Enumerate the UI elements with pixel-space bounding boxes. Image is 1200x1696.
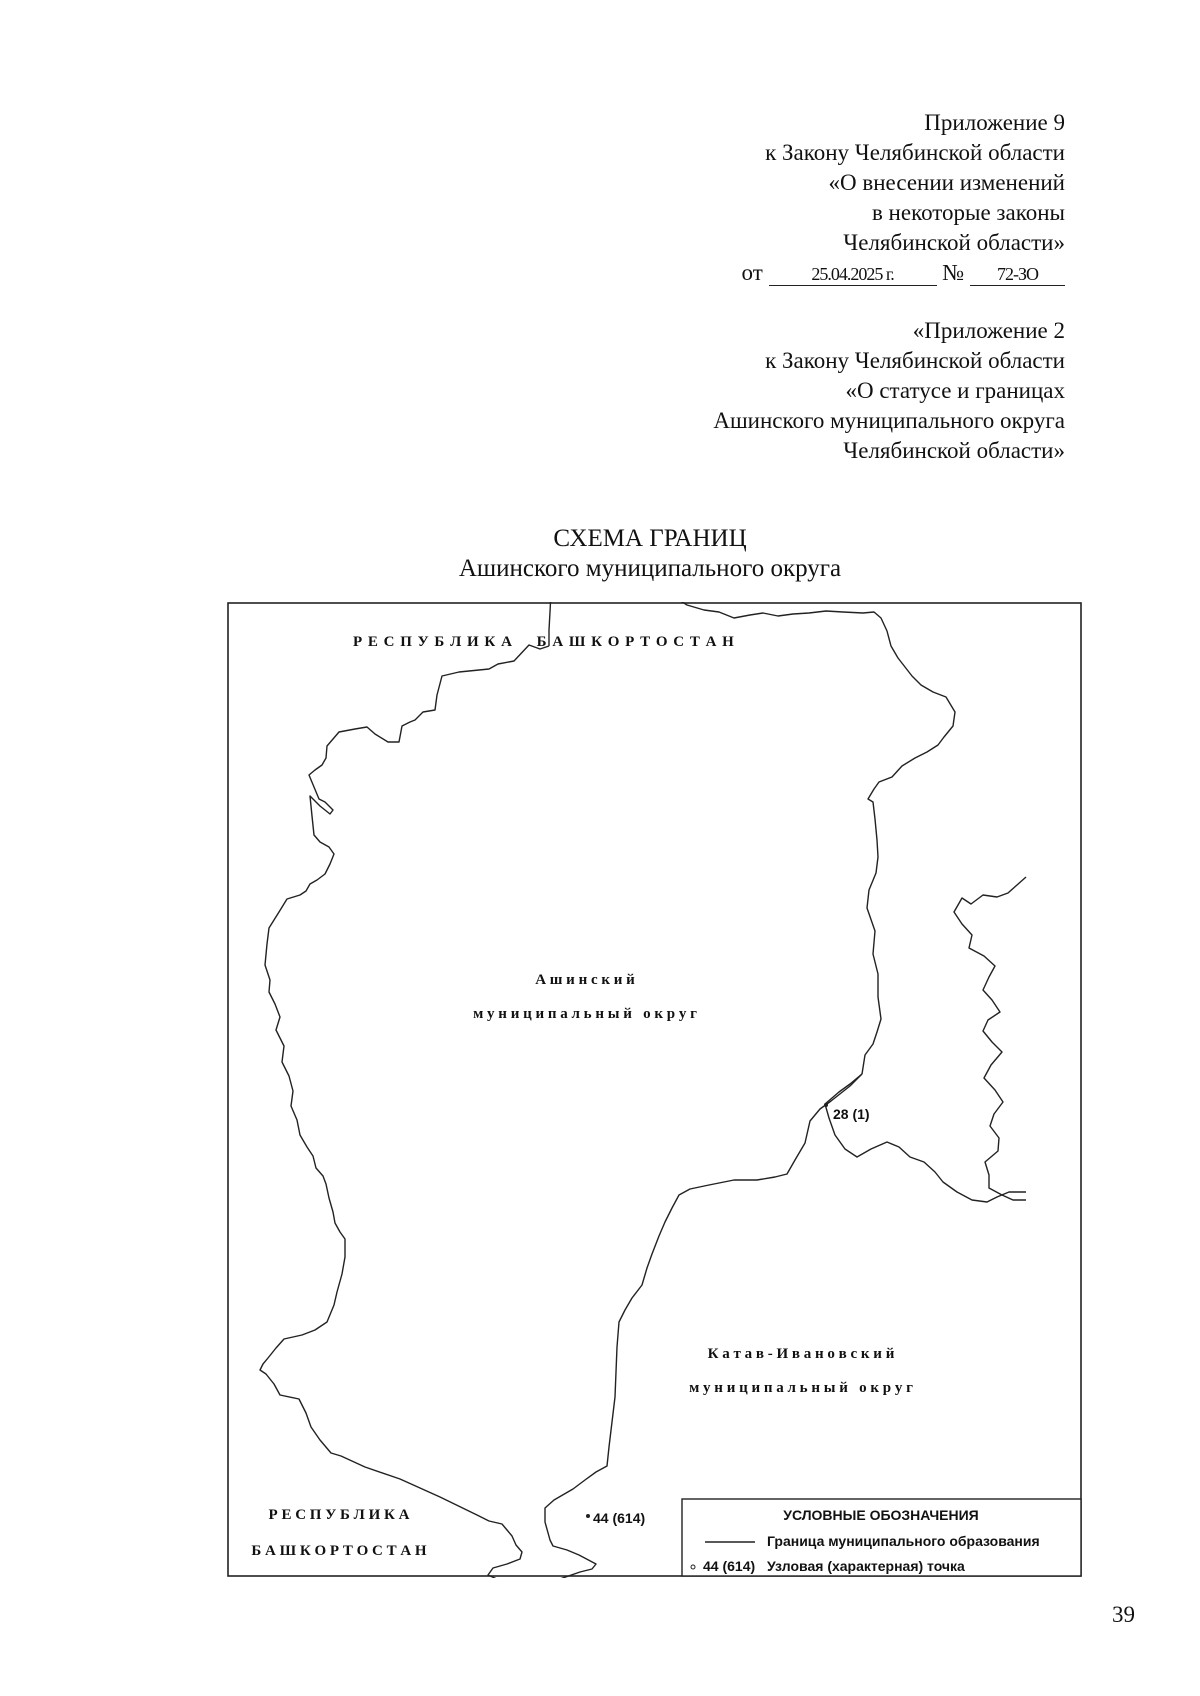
legend xyxy=(682,1499,1081,1576)
title-line-2: Ашинского муниципального округа xyxy=(458,555,842,582)
legend-point-label: Узловая (характерная) точка xyxy=(767,1558,965,1574)
page-number: 39 xyxy=(1112,1602,1135,1627)
legend-title: УСЛОВНЫЕ ОБОЗНАЧЕНИЯ xyxy=(783,1507,979,1523)
original-appendix-header xyxy=(713,316,1065,466)
original-line-3: «О статусе и границах xyxy=(845,378,1065,403)
katav-label-line-2: м у н и ц и п а л ь н ы й о к р у г xyxy=(689,1380,913,1396)
nodal-point-28-label: 28 (1) xyxy=(833,1106,870,1122)
nodal-point-44-marker xyxy=(586,1514,590,1518)
ashinsky-label-line-1: А ш и н с к и й xyxy=(535,972,635,988)
region-label-bottom-line-1: Р Е С П У Б Л И К А xyxy=(268,1507,410,1523)
original-line-5: Челябинской области» xyxy=(843,438,1065,463)
region-label-bottom-line-2: Б А Ш К О Р Т О С Т А Н xyxy=(251,1543,427,1559)
nodal-point-44-label: 44 (614) xyxy=(593,1510,646,1526)
katav-east-boundary xyxy=(825,1074,1026,1202)
appendix-line-4: в некоторые законы xyxy=(871,200,1065,225)
appendix-line-5: Челябинской области» xyxy=(843,230,1065,255)
nodal-point-28-marker xyxy=(824,1103,828,1107)
appendix-line-3: «О внесении изменений xyxy=(828,170,1065,195)
appendix-line-2: к Закону Челябинской области xyxy=(765,140,1065,165)
appendix-header xyxy=(742,108,1065,288)
date-value: 25.04.2025 г. xyxy=(769,263,937,286)
ashinsky-label-line-2: м у н и ц и п а л ь н ы й о к р у г xyxy=(473,1006,697,1022)
katav-label-line-1: К а т а в - И в а н о в с к и й xyxy=(707,1346,895,1362)
title-line-1: СХЕМА ГРАНИЦ xyxy=(553,525,747,552)
original-line-4: Ашинского муниципального округа xyxy=(713,408,1065,433)
number-prefix: № xyxy=(942,260,965,285)
ashinsky-boundary xyxy=(260,645,549,1578)
ashinsky-east-boundary xyxy=(549,602,955,1074)
eastern-neighbor-boundary xyxy=(954,877,1026,1200)
region-label-top: Р Е С П У Б Л И К А Б А Ш К О Р Т О С Т А Н xyxy=(353,634,735,650)
appendix-line-1: Приложение 9 xyxy=(924,110,1065,135)
map-frame xyxy=(228,603,1081,1576)
original-line-1: «Приложение 2 xyxy=(912,318,1065,343)
boundary-map xyxy=(227,602,1083,1578)
number-value: 72-ЗО xyxy=(970,263,1065,286)
legend-point-sample-label: 44 (614) xyxy=(703,1558,756,1574)
date-prefix: от xyxy=(741,260,763,285)
map-title xyxy=(0,524,1200,584)
legend-boundary-label: Граница муниципального образования xyxy=(767,1533,1040,1549)
date-number-line xyxy=(742,258,1065,288)
original-line-2: к Закону Челябинской области xyxy=(765,348,1065,373)
